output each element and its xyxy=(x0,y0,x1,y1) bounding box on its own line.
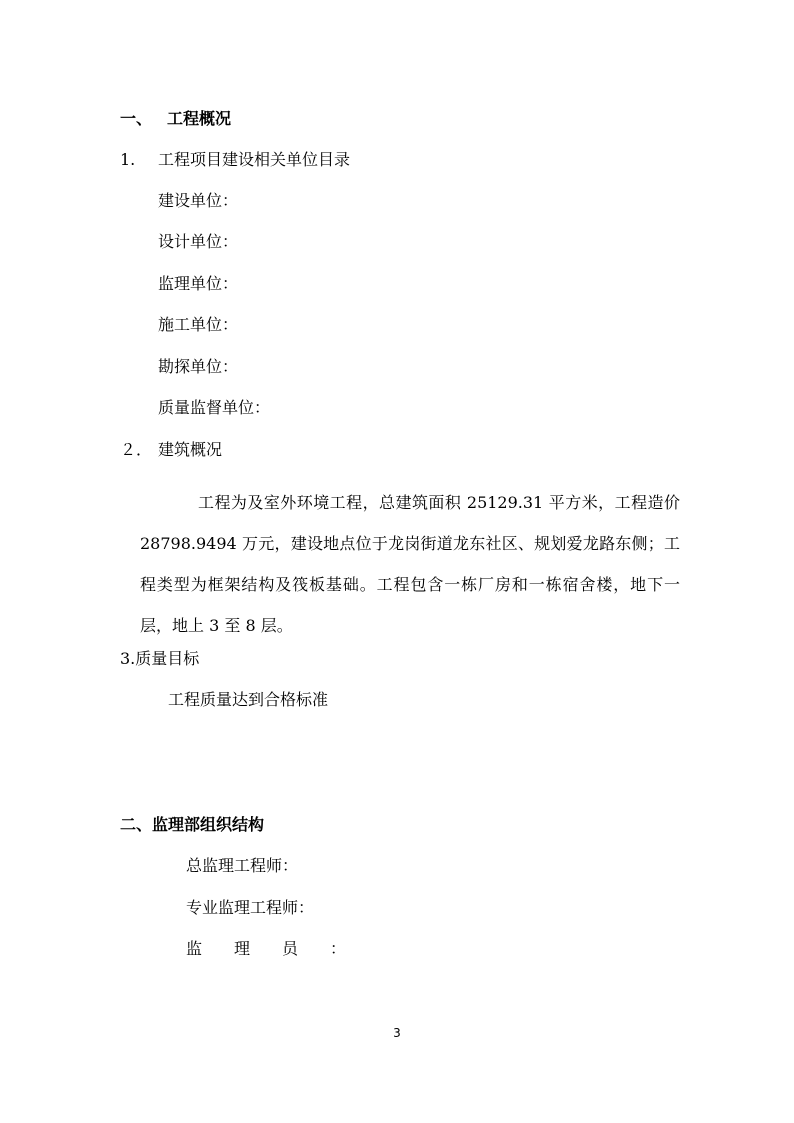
subsection2-number: ２． xyxy=(120,440,153,459)
subsection2-title: 建筑概况 xyxy=(158,440,223,459)
staff-chief-engineer: 总监理工程师： xyxy=(186,856,299,875)
unit-contractor: 施工单位： xyxy=(158,315,239,334)
quality-goal-text: 工程质量达到合格标准 xyxy=(168,690,329,709)
section2-title: 二、监理部组织结构 xyxy=(120,815,265,834)
staff-supervisor: 监 理 员 ： xyxy=(186,939,347,958)
building-overview-paragraph: 工程为及室外环境工程，总建筑面积 25129.31 平方米，工程造价 28798.9494 万元，建设地点位于龙岗街道龙东社区、规划爱龙路东侧；工程类型为框架结构及筏板基础。工程包含一栋厂房和一栋宿舍楼，地下一层，地上 3 至 8 层。 xyxy=(140,493,680,635)
section1-title: 工程概况 xyxy=(167,109,232,128)
subsection1-title: 工程项目建设相关单位目录 xyxy=(158,150,351,169)
staff-specialist-engineer: 专业监理工程师： xyxy=(186,898,315,917)
section1-number: 一、 xyxy=(120,109,153,128)
subsection1-number: 1. xyxy=(120,150,136,169)
unit-design: 设计单位： xyxy=(158,232,239,251)
unit-quality-supervision: 质量监督单位： xyxy=(158,398,271,417)
unit-supervision: 监理单位： xyxy=(158,274,239,293)
page-number: 3 xyxy=(393,1026,401,1040)
subsection3-title: 3.质量目标 xyxy=(120,649,200,668)
unit-construction: 建设单位： xyxy=(158,191,239,210)
unit-survey: 勘探单位： xyxy=(158,357,239,376)
